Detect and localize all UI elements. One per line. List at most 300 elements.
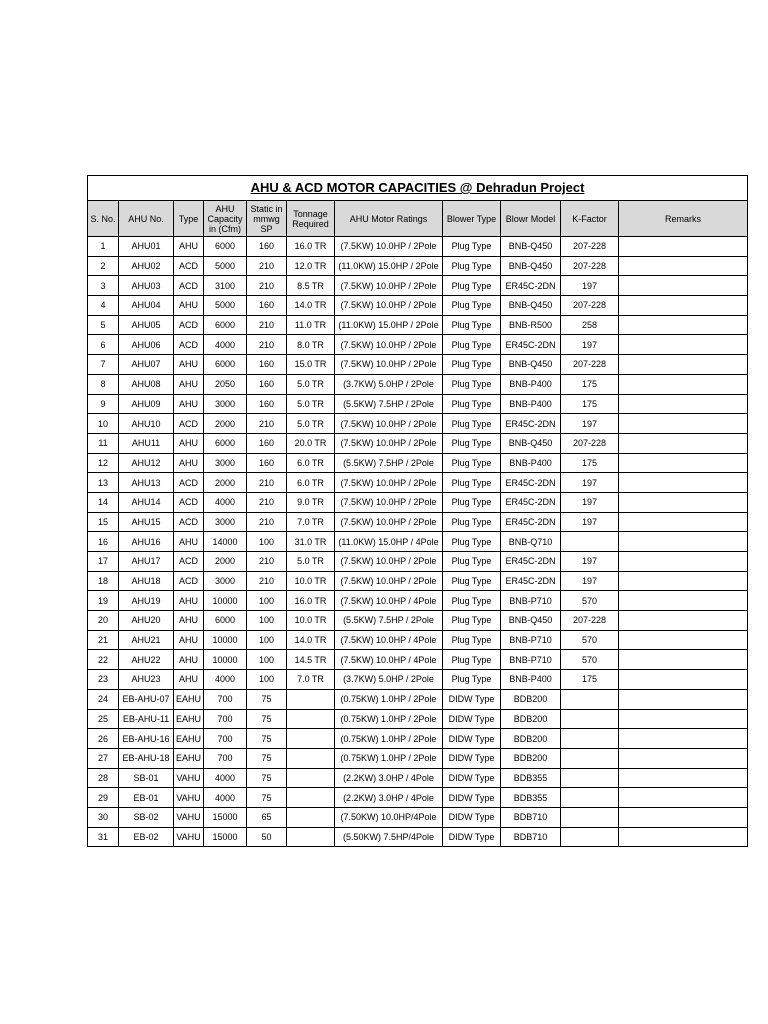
col-type-cell: EAHU bbox=[174, 729, 204, 749]
col-type-cell: ACD bbox=[174, 512, 204, 532]
col-remarks-cell bbox=[619, 591, 748, 611]
col-blower-model-cell: BNB-P710 bbox=[501, 591, 561, 611]
col-static-cell: 160 bbox=[247, 394, 287, 414]
col-blower-type-cell: Plug Type bbox=[443, 237, 501, 257]
col-static-cell: 160 bbox=[247, 374, 287, 394]
col-static-cell: 210 bbox=[247, 414, 287, 434]
col-static-cell: 210 bbox=[247, 571, 287, 591]
table-row bbox=[88, 630, 748, 650]
col-capacity-cell: 4000 bbox=[204, 788, 247, 808]
col-sno-cell: 11 bbox=[88, 433, 119, 453]
col-blower-model-cell: BNB-Q450 bbox=[501, 256, 561, 276]
col-capacity-header: AHU Capacity in (Cfm) bbox=[204, 201, 247, 237]
table-row bbox=[88, 335, 748, 355]
table-row bbox=[88, 689, 748, 709]
col-ahu-no-cell: AHU18 bbox=[119, 571, 174, 591]
col-tonnage-cell: 31.0 TR bbox=[287, 532, 335, 552]
col-k-factor-cell: 175 bbox=[561, 374, 619, 394]
col-motor-ratings-cell: (7.5KW) 10.0HP / 2Pole bbox=[335, 296, 443, 316]
col-k-factor-cell: 207-228 bbox=[561, 256, 619, 276]
col-motor-ratings-cell: (11.0KW) 15.0HP / 2Pole bbox=[335, 315, 443, 335]
col-remarks-cell bbox=[619, 827, 748, 847]
col-sno-cell: 28 bbox=[88, 768, 119, 788]
col-type-header: Type bbox=[174, 201, 204, 237]
col-ahu-no-cell: AHU11 bbox=[119, 433, 174, 453]
col-blower-type-cell: DIDW Type bbox=[443, 807, 501, 827]
table-row bbox=[88, 492, 748, 512]
col-ahu-no-cell: AHU20 bbox=[119, 611, 174, 631]
col-remarks-cell bbox=[619, 276, 748, 296]
col-motor-ratings-cell: (7.50KW) 10.0HP/4Pole bbox=[335, 807, 443, 827]
col-ahu-no-cell: AHU07 bbox=[119, 355, 174, 375]
col-k-factor-cell: 197 bbox=[561, 552, 619, 572]
col-blower-model-header: Blowr Model bbox=[501, 201, 561, 237]
table-row bbox=[88, 473, 748, 493]
col-ahu-no-cell: AHU02 bbox=[119, 256, 174, 276]
col-capacity-cell: 3000 bbox=[204, 571, 247, 591]
col-blower-type-header: Blower Type bbox=[443, 201, 501, 237]
col-tonnage-cell bbox=[287, 788, 335, 808]
col-type-cell: ACD bbox=[174, 552, 204, 572]
col-tonnage-cell: 8.5 TR bbox=[287, 276, 335, 296]
col-type-cell: EAHU bbox=[174, 689, 204, 709]
table-row bbox=[88, 355, 748, 375]
col-blower-model-cell: BDB200 bbox=[501, 689, 561, 709]
table-row bbox=[88, 315, 748, 335]
col-blower-model-cell: BNB-Q710 bbox=[501, 532, 561, 552]
table-row bbox=[88, 748, 748, 768]
col-type-cell: AHU bbox=[174, 355, 204, 375]
col-static-cell: 210 bbox=[247, 473, 287, 493]
col-blower-type-cell: Plug Type bbox=[443, 453, 501, 473]
col-static-cell: 75 bbox=[247, 689, 287, 709]
col-blower-type-cell: Plug Type bbox=[443, 630, 501, 650]
col-remarks-cell bbox=[619, 296, 748, 316]
col-capacity-cell: 2050 bbox=[204, 374, 247, 394]
col-type-cell: AHU bbox=[174, 237, 204, 257]
col-static-cell: 160 bbox=[247, 296, 287, 316]
col-sno-cell: 19 bbox=[88, 591, 119, 611]
col-static-cell: 100 bbox=[247, 611, 287, 631]
col-sno-cell: 27 bbox=[88, 748, 119, 768]
col-ahu-no-cell: AHU19 bbox=[119, 591, 174, 611]
table-row bbox=[88, 296, 748, 316]
col-capacity-cell: 10000 bbox=[204, 630, 247, 650]
col-k-factor-cell bbox=[561, 709, 619, 729]
col-capacity-cell: 14000 bbox=[204, 532, 247, 552]
table-row bbox=[88, 650, 748, 670]
col-sno-cell: 26 bbox=[88, 729, 119, 749]
col-motor-ratings-cell: (7.5KW) 10.0HP / 4Pole bbox=[335, 591, 443, 611]
col-tonnage-cell bbox=[287, 807, 335, 827]
col-sno-cell: 5 bbox=[88, 315, 119, 335]
col-ahu-no-cell: AHU01 bbox=[119, 237, 174, 257]
col-type-cell: VAHU bbox=[174, 807, 204, 827]
col-k-factor-cell: 175 bbox=[561, 453, 619, 473]
col-sno-cell: 1 bbox=[88, 237, 119, 257]
col-motor-ratings-cell: (7.5KW) 10.0HP / 2Pole bbox=[335, 335, 443, 355]
col-capacity-cell: 6000 bbox=[204, 355, 247, 375]
col-sno-cell: 4 bbox=[88, 296, 119, 316]
table-row bbox=[88, 453, 748, 473]
col-remarks-cell bbox=[619, 552, 748, 572]
col-motor-ratings-cell: (2.2KW) 3.0HP / 4Pole bbox=[335, 788, 443, 808]
col-blower-type-cell: Plug Type bbox=[443, 296, 501, 316]
col-motor-ratings-cell: (0.75KW) 1.0HP / 2Pole bbox=[335, 689, 443, 709]
col-remarks-cell bbox=[619, 788, 748, 808]
col-blower-type-cell: DIDW Type bbox=[443, 689, 501, 709]
col-blower-model-cell: BNB-Q450 bbox=[501, 611, 561, 631]
col-sno-cell: 12 bbox=[88, 453, 119, 473]
col-blower-type-cell: Plug Type bbox=[443, 315, 501, 335]
col-ahu-no-cell: EB-02 bbox=[119, 827, 174, 847]
col-type-cell: VAHU bbox=[174, 788, 204, 808]
col-type-cell: EAHU bbox=[174, 709, 204, 729]
col-tonnage-cell: 5.0 TR bbox=[287, 394, 335, 414]
col-tonnage-cell: 5.0 TR bbox=[287, 414, 335, 434]
col-motor-ratings-cell: (5.50KW) 7.5HP/4Pole bbox=[335, 827, 443, 847]
col-motor-ratings-cell: (5.5KW) 7.5HP / 2Pole bbox=[335, 611, 443, 631]
col-motor-ratings-cell: (7.5KW) 10.0HP / 2Pole bbox=[335, 552, 443, 572]
col-tonnage-cell: 7.0 TR bbox=[287, 670, 335, 690]
col-motor-ratings-cell: (0.75KW) 1.0HP / 2Pole bbox=[335, 748, 443, 768]
col-ahu-no-cell: AHU06 bbox=[119, 335, 174, 355]
table-row bbox=[88, 807, 748, 827]
col-motor-ratings-cell: (7.5KW) 10.0HP / 4Pole bbox=[335, 630, 443, 650]
col-k-factor-cell bbox=[561, 788, 619, 808]
col-blower-model-cell: BNB-P400 bbox=[501, 374, 561, 394]
col-type-cell: AHU bbox=[174, 591, 204, 611]
col-ahu-no-cell: AHU23 bbox=[119, 670, 174, 690]
col-blower-type-cell: Plug Type bbox=[443, 512, 501, 532]
col-capacity-cell: 3100 bbox=[204, 276, 247, 296]
col-ahu-no-cell: AHU12 bbox=[119, 453, 174, 473]
col-blower-type-cell: DIDW Type bbox=[443, 827, 501, 847]
col-type-cell: ACD bbox=[174, 571, 204, 591]
col-ahu-no-cell: AHU04 bbox=[119, 296, 174, 316]
col-static-cell: 75 bbox=[247, 768, 287, 788]
table-row bbox=[88, 709, 748, 729]
col-sno-cell: 13 bbox=[88, 473, 119, 493]
col-sno-cell: 8 bbox=[88, 374, 119, 394]
col-static-cell: 100 bbox=[247, 630, 287, 650]
col-remarks-cell bbox=[619, 473, 748, 493]
col-tonnage-cell: 9.0 TR bbox=[287, 492, 335, 512]
col-remarks-cell bbox=[619, 670, 748, 690]
col-static-cell: 160 bbox=[247, 433, 287, 453]
col-type-cell: ACD bbox=[174, 414, 204, 434]
col-tonnage-cell: 10.0 TR bbox=[287, 611, 335, 631]
col-sno-cell: 31 bbox=[88, 827, 119, 847]
col-ahu-no-cell: AHU13 bbox=[119, 473, 174, 493]
col-ahu-no-header: AHU No. bbox=[119, 201, 174, 237]
col-motor-ratings-cell: (3.7KW) 5.0HP / 2Pole bbox=[335, 374, 443, 394]
col-k-factor-cell: 197 bbox=[561, 512, 619, 532]
col-blower-model-cell: ER45C-2DN bbox=[501, 414, 561, 434]
col-blower-model-cell: BNB-Q450 bbox=[501, 237, 561, 257]
table-row bbox=[88, 827, 748, 847]
col-ahu-no-cell: AHU03 bbox=[119, 276, 174, 296]
col-type-cell: AHU bbox=[174, 670, 204, 690]
col-blower-model-cell: ER45C-2DN bbox=[501, 552, 561, 572]
col-blower-model-cell: ER45C-2DN bbox=[501, 473, 561, 493]
col-type-cell: AHU bbox=[174, 433, 204, 453]
col-tonnage-cell: 6.0 TR bbox=[287, 453, 335, 473]
col-sno-cell: 21 bbox=[88, 630, 119, 650]
col-blower-type-cell: Plug Type bbox=[443, 552, 501, 572]
col-blower-type-cell: Plug Type bbox=[443, 433, 501, 453]
col-tonnage-header: Tonnage Required bbox=[287, 201, 335, 237]
col-k-factor-cell: 207-228 bbox=[561, 237, 619, 257]
col-blower-model-cell: ER45C-2DN bbox=[501, 512, 561, 532]
col-tonnage-cell bbox=[287, 768, 335, 788]
col-tonnage-cell bbox=[287, 827, 335, 847]
col-sno-cell: 20 bbox=[88, 611, 119, 631]
col-k-factor-cell: 175 bbox=[561, 394, 619, 414]
col-type-cell: AHU bbox=[174, 532, 204, 552]
col-sno-cell: 9 bbox=[88, 394, 119, 414]
col-sno-header: S. No. bbox=[88, 201, 119, 237]
col-remarks-cell bbox=[619, 768, 748, 788]
col-tonnage-cell: 8.0 TR bbox=[287, 335, 335, 355]
col-remarks-cell bbox=[619, 709, 748, 729]
col-tonnage-cell: 11.0 TR bbox=[287, 315, 335, 335]
col-blower-type-cell: Plug Type bbox=[443, 571, 501, 591]
col-capacity-cell: 5000 bbox=[204, 256, 247, 276]
col-motor-ratings-cell: (0.75KW) 1.0HP / 2Pole bbox=[335, 729, 443, 749]
col-ahu-no-cell: EB-AHU-07 bbox=[119, 689, 174, 709]
col-static-cell: 65 bbox=[247, 807, 287, 827]
col-static-cell: 100 bbox=[247, 650, 287, 670]
col-type-cell: ACD bbox=[174, 335, 204, 355]
col-remarks-header: Remarks bbox=[619, 201, 748, 237]
table-row bbox=[88, 374, 748, 394]
col-sno-cell: 22 bbox=[88, 650, 119, 670]
motor-capacity-table bbox=[87, 175, 748, 847]
col-k-factor-cell bbox=[561, 807, 619, 827]
col-blower-model-cell: BDB200 bbox=[501, 748, 561, 768]
col-blower-model-cell: BDB710 bbox=[501, 807, 561, 827]
col-k-factor-cell: 207-228 bbox=[561, 611, 619, 631]
table-row bbox=[88, 414, 748, 434]
col-remarks-cell bbox=[619, 492, 748, 512]
table-row bbox=[88, 237, 748, 257]
col-sno-cell: 23 bbox=[88, 670, 119, 690]
col-blower-type-cell: Plug Type bbox=[443, 473, 501, 493]
col-blower-type-cell: DIDW Type bbox=[443, 709, 501, 729]
col-capacity-cell: 6000 bbox=[204, 611, 247, 631]
col-static-cell: 210 bbox=[247, 552, 287, 572]
col-sno-cell: 3 bbox=[88, 276, 119, 296]
col-static-cell: 100 bbox=[247, 670, 287, 690]
col-motor-ratings-cell: (11.0KW) 15.0HP / 4Pole bbox=[335, 532, 443, 552]
col-blower-model-cell: BDB355 bbox=[501, 768, 561, 788]
col-remarks-cell bbox=[619, 355, 748, 375]
col-ahu-no-cell: AHU16 bbox=[119, 532, 174, 552]
col-k-factor-header: K-Factor bbox=[561, 201, 619, 237]
col-remarks-cell bbox=[619, 315, 748, 335]
col-ahu-no-cell: AHU21 bbox=[119, 630, 174, 650]
col-static-cell: 50 bbox=[247, 827, 287, 847]
col-remarks-cell bbox=[619, 453, 748, 473]
col-type-cell: AHU bbox=[174, 453, 204, 473]
col-ahu-no-cell: AHU08 bbox=[119, 374, 174, 394]
table-row bbox=[88, 256, 748, 276]
col-tonnage-cell: 14.5 TR bbox=[287, 650, 335, 670]
col-capacity-cell: 700 bbox=[204, 729, 247, 749]
col-type-cell: AHU bbox=[174, 296, 204, 316]
col-tonnage-cell: 12.0 TR bbox=[287, 256, 335, 276]
col-remarks-cell bbox=[619, 689, 748, 709]
col-k-factor-cell: 207-228 bbox=[561, 296, 619, 316]
col-type-cell: EAHU bbox=[174, 748, 204, 768]
col-blower-type-cell: Plug Type bbox=[443, 374, 501, 394]
col-type-cell: ACD bbox=[174, 256, 204, 276]
col-blower-type-cell: Plug Type bbox=[443, 532, 501, 552]
col-blower-model-cell: BDB710 bbox=[501, 827, 561, 847]
col-tonnage-cell: 16.0 TR bbox=[287, 591, 335, 611]
col-static-cell: 75 bbox=[247, 709, 287, 729]
col-capacity-cell: 3000 bbox=[204, 512, 247, 532]
col-tonnage-cell: 5.0 TR bbox=[287, 552, 335, 572]
col-blower-type-cell: DIDW Type bbox=[443, 748, 501, 768]
col-static-cell: 160 bbox=[247, 453, 287, 473]
col-remarks-cell bbox=[619, 414, 748, 434]
col-type-cell: AHU bbox=[174, 611, 204, 631]
col-type-cell: ACD bbox=[174, 492, 204, 512]
col-blower-model-cell: BNB-P400 bbox=[501, 670, 561, 690]
col-capacity-cell: 4000 bbox=[204, 335, 247, 355]
col-capacity-cell: 4000 bbox=[204, 670, 247, 690]
col-k-factor-cell: 570 bbox=[561, 630, 619, 650]
col-tonnage-cell bbox=[287, 748, 335, 768]
col-sno-cell: 14 bbox=[88, 492, 119, 512]
title-row bbox=[88, 176, 748, 201]
col-static-cell: 75 bbox=[247, 729, 287, 749]
col-type-cell: VAHU bbox=[174, 768, 204, 788]
col-static-cell: 210 bbox=[247, 315, 287, 335]
col-capacity-cell: 700 bbox=[204, 709, 247, 729]
col-k-factor-cell bbox=[561, 748, 619, 768]
col-motor-ratings-cell: (7.5KW) 10.0HP / 2Pole bbox=[335, 492, 443, 512]
col-ahu-no-cell: EB-AHU-18 bbox=[119, 748, 174, 768]
col-blower-model-cell: BDB200 bbox=[501, 709, 561, 729]
col-blower-type-cell: DIDW Type bbox=[443, 788, 501, 808]
col-sno-cell: 10 bbox=[88, 414, 119, 434]
col-blower-model-cell: ER45C-2DN bbox=[501, 492, 561, 512]
col-tonnage-cell: 7.0 TR bbox=[287, 512, 335, 532]
col-blower-type-cell: Plug Type bbox=[443, 414, 501, 434]
col-tonnage-cell: 14.0 TR bbox=[287, 296, 335, 316]
col-blower-model-cell: ER45C-2DN bbox=[501, 335, 561, 355]
col-remarks-cell bbox=[619, 433, 748, 453]
col-blower-type-cell: DIDW Type bbox=[443, 729, 501, 749]
col-ahu-no-cell: AHU22 bbox=[119, 650, 174, 670]
col-static-cell: 210 bbox=[247, 276, 287, 296]
col-capacity-cell: 6000 bbox=[204, 433, 247, 453]
table-title: AHU & ACD MOTOR CAPACITIES @ Dehradun Project bbox=[88, 176, 748, 201]
col-type-cell: ACD bbox=[174, 473, 204, 493]
col-remarks-cell bbox=[619, 729, 748, 749]
col-ahu-no-cell: EB-AHU-11 bbox=[119, 709, 174, 729]
col-ahu-no-cell: AHU14 bbox=[119, 492, 174, 512]
col-static-cell: 160 bbox=[247, 237, 287, 257]
col-sno-cell: 2 bbox=[88, 256, 119, 276]
col-remarks-cell bbox=[619, 807, 748, 827]
table-row bbox=[88, 512, 748, 532]
table-body bbox=[88, 237, 748, 847]
col-blower-model-cell: BNB-P400 bbox=[501, 453, 561, 473]
col-blower-type-cell: Plug Type bbox=[443, 492, 501, 512]
col-ahu-no-cell: SB-02 bbox=[119, 807, 174, 827]
header-row bbox=[88, 201, 748, 237]
col-capacity-cell: 4000 bbox=[204, 768, 247, 788]
col-capacity-cell: 700 bbox=[204, 689, 247, 709]
col-k-factor-cell: 258 bbox=[561, 315, 619, 335]
col-remarks-cell bbox=[619, 335, 748, 355]
col-sno-cell: 7 bbox=[88, 355, 119, 375]
col-blower-model-cell: BDB200 bbox=[501, 729, 561, 749]
col-motor-ratings-cell: (7.5KW) 10.0HP / 2Pole bbox=[335, 473, 443, 493]
col-blower-model-cell: BNB-P400 bbox=[501, 394, 561, 414]
col-tonnage-cell bbox=[287, 729, 335, 749]
col-motor-ratings-cell: (5.5KW) 7.5HP / 2Pole bbox=[335, 453, 443, 473]
col-capacity-cell: 15000 bbox=[204, 807, 247, 827]
col-tonnage-cell: 20.0 TR bbox=[287, 433, 335, 453]
col-type-cell: ACD bbox=[174, 276, 204, 296]
col-motor-ratings-cell: (7.5KW) 10.0HP / 2Pole bbox=[335, 355, 443, 375]
col-blower-model-cell: BNB-P710 bbox=[501, 630, 561, 650]
col-motor-ratings-cell: (11.0KW) 15.0HP / 2Pole bbox=[335, 256, 443, 276]
col-tonnage-cell: 10.0 TR bbox=[287, 571, 335, 591]
col-sno-cell: 6 bbox=[88, 335, 119, 355]
col-capacity-cell: 700 bbox=[204, 748, 247, 768]
table-row bbox=[88, 394, 748, 414]
col-static-cell: 210 bbox=[247, 335, 287, 355]
table-row bbox=[88, 670, 748, 690]
table-row bbox=[88, 788, 748, 808]
col-type-cell: ACD bbox=[174, 315, 204, 335]
col-motor-ratings-cell: (7.5KW) 10.0HP / 2Pole bbox=[335, 433, 443, 453]
col-remarks-cell bbox=[619, 374, 748, 394]
col-remarks-cell bbox=[619, 256, 748, 276]
col-k-factor-cell: 197 bbox=[561, 335, 619, 355]
col-tonnage-cell: 5.0 TR bbox=[287, 374, 335, 394]
col-capacity-cell: 3000 bbox=[204, 453, 247, 473]
col-k-factor-cell: 175 bbox=[561, 670, 619, 690]
col-blower-model-cell: BNB-Q450 bbox=[501, 296, 561, 316]
col-blower-type-cell: Plug Type bbox=[443, 611, 501, 631]
col-motor-ratings-cell: (7.5KW) 10.0HP / 2Pole bbox=[335, 512, 443, 532]
col-k-factor-cell bbox=[561, 729, 619, 749]
col-type-cell: AHU bbox=[174, 630, 204, 650]
col-ahu-no-cell: AHU15 bbox=[119, 512, 174, 532]
col-ahu-no-cell: AHU10 bbox=[119, 414, 174, 434]
col-motor-ratings-cell: (7.5KW) 10.0HP / 2Pole bbox=[335, 276, 443, 296]
col-blower-model-cell: BDB355 bbox=[501, 788, 561, 808]
table-row bbox=[88, 552, 748, 572]
col-tonnage-cell: 6.0 TR bbox=[287, 473, 335, 493]
col-blower-model-cell: BNB-R500 bbox=[501, 315, 561, 335]
col-k-factor-cell: 197 bbox=[561, 492, 619, 512]
col-remarks-cell bbox=[619, 650, 748, 670]
col-type-cell: VAHU bbox=[174, 827, 204, 847]
col-motor-ratings-cell: (7.5KW) 10.0HP / 2Pole bbox=[335, 237, 443, 257]
col-capacity-cell: 15000 bbox=[204, 827, 247, 847]
col-static-cell: 75 bbox=[247, 788, 287, 808]
col-motor-ratings-header: AHU Motor Ratings bbox=[335, 201, 443, 237]
col-ahu-no-cell: AHU17 bbox=[119, 552, 174, 572]
